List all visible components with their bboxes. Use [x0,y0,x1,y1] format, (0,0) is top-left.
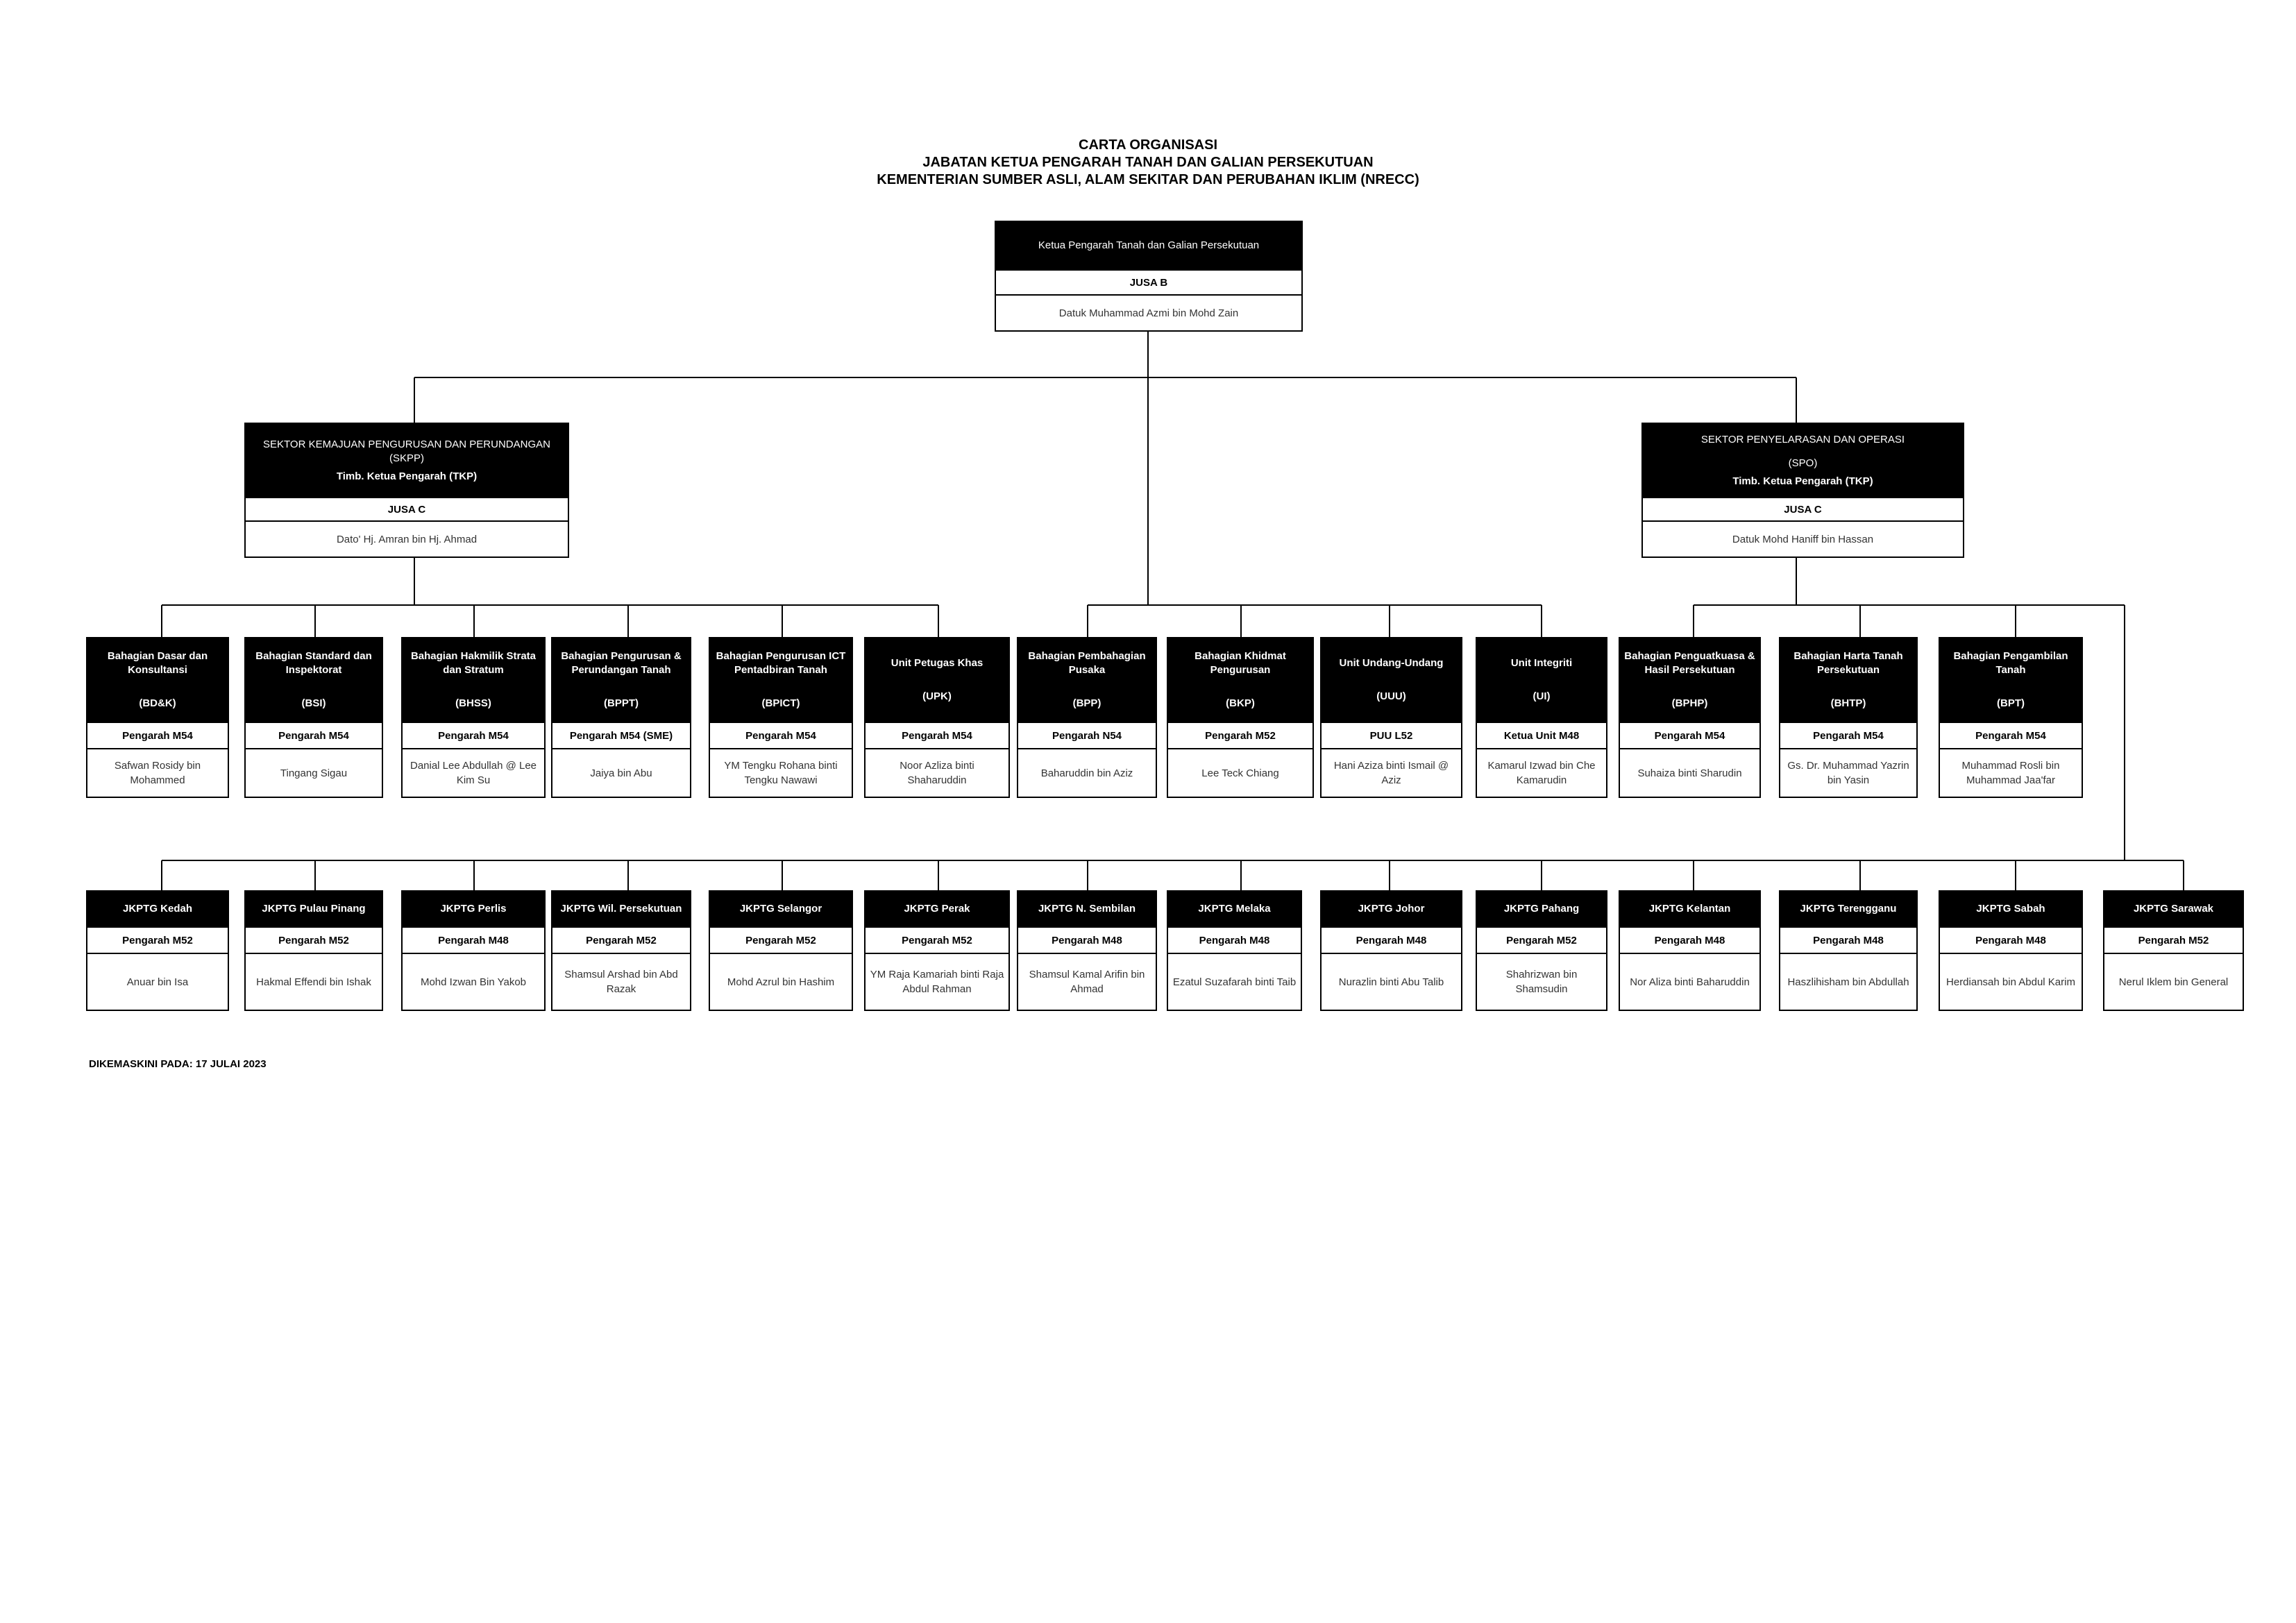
division-box[interactable] [1167,637,1314,798]
box-title [1018,638,1156,722]
box-grade: Pengarah M52 [2104,926,2243,954]
division-abbr: (BPT) [1997,697,2025,709]
box-person-name: Nerul Iklem bin General [2118,976,2229,988]
box-title: JKPTG Pulau Pinang [246,892,382,926]
division-abbr: (BPPT) [604,697,639,709]
box-grade: Pengarah M52 [710,926,852,954]
box-title [246,638,382,722]
box-title: Ketua Pengarah Tanah dan Galian Persekutuan [996,222,1301,269]
box-grade: Pengarah M54 [1940,722,2082,749]
division-box[interactable] [86,637,229,798]
box-person-name: Shahrizwan bin Shamsudin [1505,969,1578,995]
box-person-name: Nurazlin binti Abu Talib [1338,976,1444,988]
box-grade: Pengarah M48 [1620,926,1759,954]
box-person-name: Baharuddin bin Aziz [1040,767,1133,779]
box-title: JKPTG Kedah [87,892,228,926]
box-title [552,638,690,722]
division-abbr: (BPP) [1072,697,1101,709]
division-box[interactable] [1017,637,1157,798]
division-box[interactable] [709,637,853,798]
box-title [710,638,852,722]
division-title: Unit Petugas Khas [890,657,984,669]
state-office-box[interactable] [1320,890,1462,1011]
box-title: JKPTG Pahang [1477,892,1606,926]
box-grade: Pengarah M52 [1477,926,1606,954]
division-abbr: (BKP) [1226,697,1255,709]
box-person-name: Nor Aliza binti Baharuddin [1630,976,1750,988]
division-box[interactable] [551,637,691,798]
box-person-name: Haszlihisham bin Abdullah [1787,976,1909,988]
division-box[interactable] [1939,637,2083,798]
division-box[interactable] [1619,637,1761,798]
box-title [1168,638,1312,722]
division-box[interactable] [401,637,546,798]
division-title: Bahagian Pembahagian Pusaka [1028,650,1146,676]
box-person-name: Ezatul Suzafarah binti Taib [1172,976,1297,988]
box-title: JKPTG Perak [866,892,1008,926]
state-office-box[interactable] [401,890,546,1011]
sector-box-skpp[interactable] [244,423,569,558]
box-grade: Pengarah M54 [866,722,1008,749]
sector-title: SEKTOR PENYELARASAN DAN OPERASI [1700,433,1905,445]
box-person-name: Shamsul Kamal Arifin bin Ahmad [1029,969,1145,995]
box-grade: Pengarah M54 [710,722,852,749]
sector-abbr: (SPO) [1788,457,1818,469]
box-title: JKPTG Johor [1322,892,1461,926]
box-person-name: Mohd Izwan Bin Yakob [420,976,527,988]
division-title: Bahagian Pengambilan Tanah [1953,650,2068,676]
division-title: Bahagian Penguatkuasa & Hasil Persekutuan [1624,650,1755,676]
division-abbr: (BD&K) [139,697,176,709]
division-title: Bahagian Standard dan Inspektorat [255,650,372,676]
state-office-box[interactable] [1167,890,1302,1011]
box-grade: Pengarah M48 [1168,926,1301,954]
box-grade: Pengarah M52 [552,926,690,954]
box-person-name: Datuk Muhammad Azmi bin Mohd Zain [1058,307,1239,319]
box-grade: Pengarah M54 [246,722,382,749]
box-person-name: Lee Teck Chiang [1201,767,1279,779]
division-title: Bahagian Dasar dan Konsultansi [107,650,208,676]
box-grade: Pengarah M52 [866,926,1008,954]
box-grade: Pengarah M54 [87,722,228,749]
state-office-box[interactable] [1939,890,2083,1011]
division-abbr: (BHSS) [455,697,491,709]
box-title: JKPTG Melaka [1168,892,1301,926]
division-box[interactable] [1476,637,1607,798]
box-person-name: Mohd Azrul bin Hashim [727,976,835,988]
box-grade: Pengarah M48 [403,926,544,954]
box-grade: JUSA C [246,497,568,522]
box-grade: Pengarah N54 [1018,722,1156,749]
box-grade: Pengarah M54 (SME) [552,722,690,749]
state-office-box[interactable] [2103,890,2244,1011]
division-abbr: (BPICT) [761,697,800,709]
box-title: JKPTG Perlis [403,892,544,926]
division-box[interactable] [864,637,1010,798]
box-grade: Pengarah M54 [1620,722,1759,749]
box-title [1322,638,1461,722]
division-box[interactable] [244,637,383,798]
box-grade: Pengarah M52 [246,926,382,954]
division-box[interactable] [1779,637,1918,798]
department-name: JABATAN KETUA PENGARAH TANAH DAN GALIAN PERSEKUTUAN [922,155,1374,170]
division-title: Bahagian Pengurusan ICT Pentadbiran Tanah [716,650,846,676]
box-grade: Pengarah M48 [1018,926,1156,954]
box-person-name: Tingang Sigau [280,767,348,779]
box-person-name: Hakmal Effendi bin Ishak [256,976,371,988]
division-abbr: (BHTP) [1830,697,1866,709]
division-box[interactable] [1320,637,1462,798]
box-grade: Pengarah M52 [1168,722,1312,749]
box-person-name: Hani Aziza binti Ismail @ Aziz [1333,760,1449,786]
division-title: Bahagian Khidmat Pengurusan [1195,650,1286,676]
state-office-box[interactable] [244,890,383,1011]
box-person-name: Safwan Rosidy bin Mohammed [114,760,201,786]
state-office-box[interactable] [551,890,691,1011]
sector-abbr: (SKPP) [389,452,424,464]
box-person-name: Noor Azliza binti Shaharuddin [900,760,974,786]
box-title: JKPTG N. Sembilan [1018,892,1156,926]
state-office-box[interactable] [709,890,853,1011]
state-office-box[interactable] [1017,890,1157,1011]
division-abbr: (UUU) [1376,690,1406,702]
sector-role: Timb. Ketua Pengarah (TKP) [1732,475,1873,487]
box-person-name: Shamsul Arshad bin Abd Razak [564,969,678,995]
division-abbr: (UI) [1533,690,1551,702]
box-title: JKPTG Sabah [1940,892,2082,926]
box-person-name: YM Raja Kamariah binti Raja Abdul Rahman [870,969,1004,995]
state-office-box[interactable] [1779,890,1918,1011]
box-person-name: Dato' Hj. Amran bin Hj. Ahmad [336,533,478,545]
state-office-box[interactable] [864,890,1010,1011]
box-grade: Pengarah M54 [403,722,544,749]
box-grade: Pengarah M48 [1940,926,2082,954]
box-person-name: Kamarul Izwad bin Che Kamarudin [1487,760,1596,786]
division-abbr: (BSI) [301,697,326,709]
box-person-name: Datuk Mohd Haniff bin Hassan [1732,533,1874,545]
updated-date: DIKEMASKINI PADA: 17 JULAI 2023 [89,1058,267,1070]
division-abbr: (BPHP) [1671,697,1708,709]
box-title [1643,424,1963,497]
division-title: Bahagian Pengurusan & Perundangan Tanah [561,650,682,676]
box-grade: JUSA C [1643,497,1963,522]
box-title: JKPTG Kelantan [1620,892,1759,926]
director-general-box[interactable] [995,221,1303,332]
box-person-name: Gs. Dr. Muhammad Yazrin bin Yasin [1787,760,1909,786]
box-person-name: Muhammad Rosli bin Muhammad Jaa'far [1961,760,2060,786]
division-abbr: (UPK) [922,690,952,702]
sector-box-spo[interactable] [1641,423,1964,558]
box-title [246,424,568,497]
box-grade: Ketua Unit M48 [1477,722,1606,749]
ministry-name: KEMENTERIAN SUMBER ASLI, ALAM SEKITAR DAN PERUBAHAN IKLIM (NRECC) [877,172,1419,187]
box-person-name: YM Tengku Rohana binti Tengku Nawawi [724,760,838,786]
box-title: JKPTG Wil. Persekutuan [552,892,690,926]
division-title: Unit Undang-Undang [1339,657,1444,669]
division-title: Unit Integriti [1510,657,1573,669]
box-person-name: Anuar bin Isa [126,976,189,988]
division-title: Bahagian Hakmilik Strata dan Stratum [410,650,537,676]
division-title: Bahagian Harta Tanah Persekutuan [1793,650,1903,676]
box-person-name: Jaiya bin Abu [590,767,652,779]
box-title: JKPTG Sarawak [2104,892,2243,926]
box-person-name: Danial Lee Abdullah @ Lee Kim Su [410,760,537,786]
box-title: JKPTG Terengganu [1780,892,1916,926]
box-grade: Pengarah M54 [1780,722,1916,749]
box-title [1477,638,1606,722]
box-grade: Pengarah M52 [87,926,228,954]
state-office-box[interactable] [86,890,229,1011]
box-title [403,638,544,722]
box-person-name: Suhaiza binti Sharudin [1637,767,1742,779]
sector-title: SEKTOR KEMAJUAN PENGURUSAN DAN PERUNDANGAN [263,438,550,450]
box-grade: PUU L52 [1322,722,1461,749]
box-title [866,638,1008,722]
state-office-box[interactable] [1476,890,1607,1011]
state-office-box[interactable] [1619,890,1761,1011]
box-grade: Pengarah M48 [1322,926,1461,954]
box-title [1620,638,1759,722]
box-title: JKPTG Selangor [710,892,852,926]
box-title [87,638,228,722]
chart-title: CARTA ORGANISASI [1079,137,1217,153]
box-person-name: Herdiansah bin Abdul Karim [1946,976,2075,988]
box-grade: Pengarah M48 [1780,926,1916,954]
box-title [1780,638,1916,722]
box-grade: JUSA B [996,269,1301,296]
sector-role: Timb. Ketua Pengarah (TKP) [336,470,478,482]
box-title [1940,638,2082,722]
